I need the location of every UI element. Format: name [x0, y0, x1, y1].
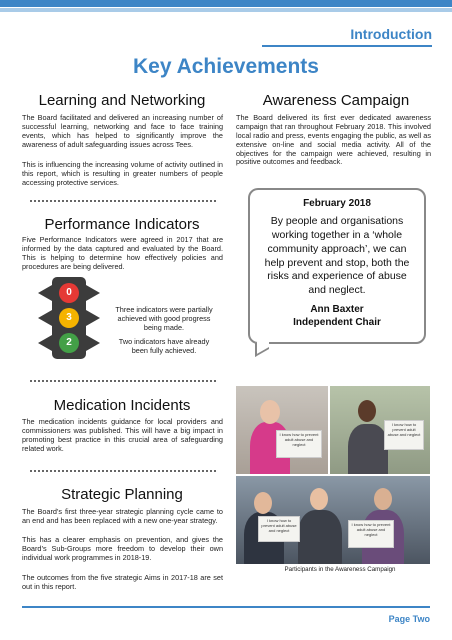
- divider: [30, 200, 216, 202]
- campaign-card: I know how to prevent adult abuse and neglect: [276, 430, 322, 458]
- quote-role: Independent Chair: [293, 316, 381, 328]
- quote-box: [248, 188, 426, 344]
- strategic-heading: Strategic Planning: [61, 486, 183, 503]
- campaign-card: I know how to prevent adult abuse and neglect: [384, 420, 424, 450]
- section-title: Introduction: [350, 26, 432, 42]
- traffic-light-icon: [30, 277, 108, 359]
- quote-author: Ann Baxter: [310, 304, 364, 316]
- photo-caption: Participants in the Awareness Campaign: [284, 566, 396, 573]
- strategic-paragraph-2: This has a clearer emphasis on prevention, and gives the Board’s Sub-Groups more freedom to develop their own individual work programmes in 2018-19.: [22, 535, 223, 562]
- medication-paragraph: The medication incidents guidance for local providers and commissioners was published. This will have a big impact in promoting best practice in this crucial area of safeguarding related work.: [22, 417, 223, 453]
- learning-paragraph-2: This is influencing the increasing volume of activity outlined in this report, which is resulting in greater numbers of people accessing protective services.: [22, 160, 223, 187]
- strategic-paragraph-1: The Board’s first three-year strategic planning cycle came to an end and has been replaced with a new one-year strategy.: [22, 507, 223, 525]
- amber-light: 3: [59, 308, 79, 328]
- top-banner: [0, 0, 452, 14]
- quote-date: February 2018: [303, 198, 371, 209]
- divider: [30, 380, 216, 382]
- campaign-card: I know how to prevent adult abuse and neglect: [348, 520, 394, 548]
- learning-heading: Learning and Networking: [38, 92, 206, 109]
- header-rule: [262, 45, 432, 47]
- amber-caption: Three indicators were partially achieved with good progress being made.: [115, 305, 213, 333]
- awareness-heading: Awareness Campaign: [262, 92, 410, 109]
- photo-1: [236, 386, 328, 474]
- learning-paragraph-1: The Board facilitated and delivered an increasing number of successful learning, networking and face to face training events, which has helped to significantly improve the awareness of adult safeguarding issues across Tees.: [22, 113, 223, 149]
- red-light: 0: [59, 283, 79, 303]
- photo-3: [236, 476, 430, 564]
- photo-2: [330, 386, 430, 474]
- page-number: Page Two: [388, 614, 430, 624]
- footer-rule: [22, 606, 430, 608]
- performance-paragraph: Five Performance Indicators were agreed in 2017 that are informed by the data captured and evaluated by the Board. This is helping to determine how effectively policies and procedures are being delivered.: [22, 235, 223, 271]
- divider: [30, 470, 216, 472]
- quote-text: By people and organisations working together in a ‘whole community approach’, we can help prevent and stop, both the risks and experience of abuse and neglect.: [264, 215, 410, 297]
- performance-heading: Performance Indicators: [44, 216, 200, 233]
- green-caption: Two indicators have already been fully achieved.: [118, 337, 210, 356]
- campaign-card: I know how to prevent adult abuse and neglect: [258, 516, 300, 542]
- medication-heading: Medication Incidents: [53, 397, 191, 414]
- awareness-paragraph: The Board delivered its first ever dedicated awareness campaign that ran throughout February 2018. This involved local radio and press, events engaging the public, as well as extensive on-line and social media activity. All of the objectives for the campaign were achieved, resulting in positive outcomes and feedback.: [236, 113, 431, 167]
- green-light: 2: [59, 333, 79, 353]
- strategic-paragraph-3: The outcomes from the five strategic Aims in 2017-18 are set out in this report.: [22, 573, 223, 591]
- page-title: Key Achievements: [133, 55, 319, 78]
